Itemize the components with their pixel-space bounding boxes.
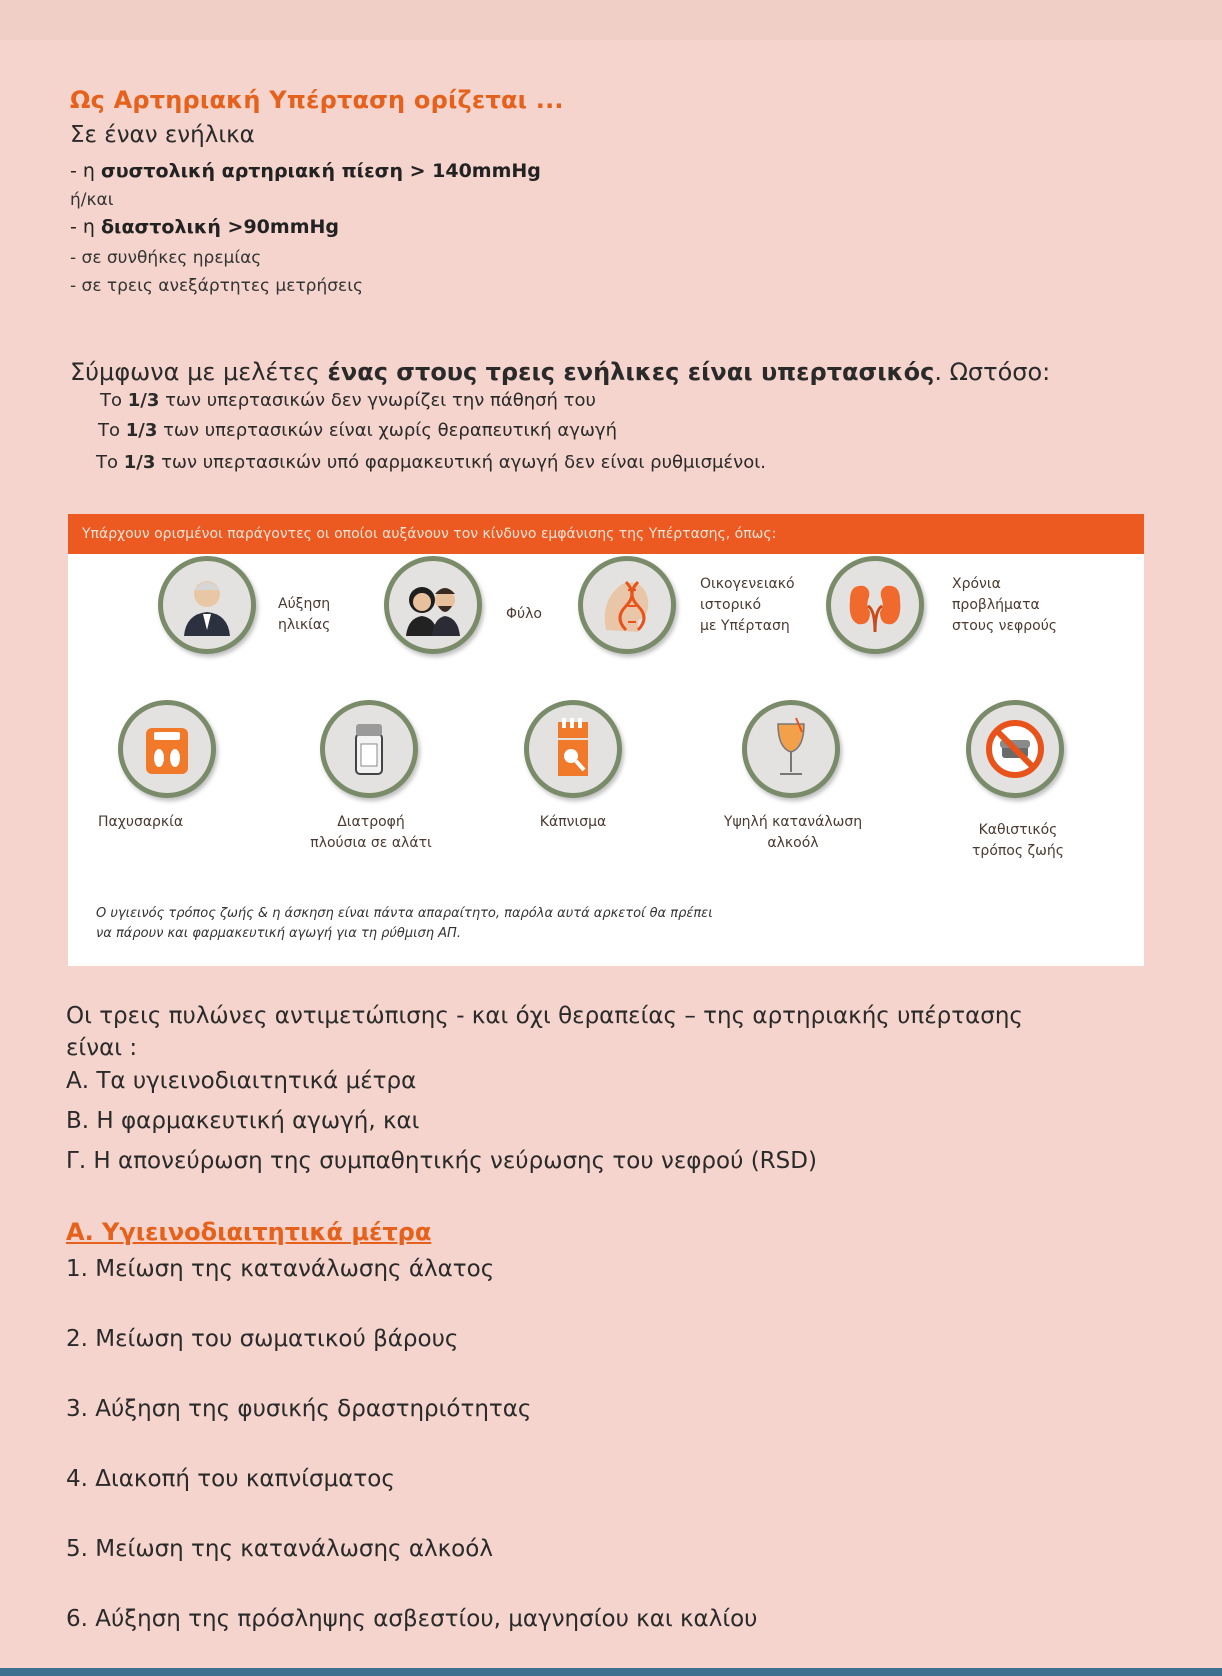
definition-andor: ή/και [70, 190, 114, 210]
top-band [0, 0, 1222, 40]
factor-label-obesity: Παχυσαρκία [98, 814, 184, 830]
factor-label-salt: Διατροφή πλούσια σε αλάτι [310, 814, 432, 851]
studies-item: Το 1/3 των υπερτασικών είναι χωρίς θεραπευτική αγωγή [98, 420, 617, 441]
factor-label-sex: Φύλο [506, 606, 542, 622]
studies-item: Το 1/3 των υπερτασικών υπό φαρμακευτική αγωγή δεν είναι ρυθμισμένοι. [96, 452, 767, 473]
measure-item: 2. Μείωση του σωματικού βάρους [66, 1326, 459, 1352]
measure-item: 3. Αύξηση της φυσικής δραστηριότητας [66, 1396, 532, 1422]
factor-label-smoking: Κάπνισμα [539, 814, 607, 830]
factor-label-kidneys: Χρόνια προβλήματα στους νεφρούς [952, 576, 1058, 634]
pillar-item: Β. Η φαρμακευτική αγωγή, και [66, 1108, 420, 1134]
risk-factors-panel [68, 514, 1144, 966]
factor-label-family: Οικογενειακό ιστορικό με Υπέρταση [700, 576, 795, 634]
factor-label-alcohol: Υψηλή κατανάλωση αλκοόλ [723, 814, 863, 851]
factor-label-age: Αύξηση ηλικίας [278, 596, 331, 633]
section-title-measures: Α. Υγιεινοδιαιτητικά μέτρα [66, 1218, 432, 1246]
definition-intro: Σε έναν ενήλικα [70, 122, 255, 148]
pillars-intro: Οι τρεις πυλώνες αντιμετώπισης - και όχι θεραπείας – της αρτηριακής υπέρτασης είναι : [66, 1003, 1023, 1061]
measure-item: 5. Μείωση της κατανάλωσης αλκοόλ [66, 1536, 493, 1562]
definition-diastolic: - η διαστολική >90mmHg [70, 216, 339, 238]
pillar-item: Α. Τα υγιεινοδιαιτητικά μέτρα [66, 1068, 417, 1094]
cigarettes-icon [524, 700, 622, 798]
page-title: Ως Αρτηριακή Υπέρταση ορίζεται ... [70, 86, 564, 114]
pillar-item: Γ. Η απονεύρωση της συμπαθητικής νεύρωσης του νεφρού (RSD) [66, 1148, 817, 1174]
definition-rest: - σε συνθήκες ηρεμίας [70, 248, 262, 268]
cocktail-glass-icon [742, 700, 840, 798]
no-sofa-icon [966, 700, 1064, 798]
kidneys-icon [826, 556, 924, 654]
measure-item: 6. Αύξηση της πρόσληψης ασβεστίου, μαγνησίου και καλίου [66, 1606, 758, 1632]
definition-three: - σε τρεις ανεξάρτητες μετρήσεις [70, 276, 363, 296]
bottom-bar [0, 1668, 1222, 1676]
measure-item: 1. Μείωση της κατανάλωσης άλατος [66, 1256, 495, 1282]
studies-item: Το 1/3 των υπερτασικών δεν γνωρίζει την πάθησή του [100, 390, 596, 411]
panel-header: Υπάρχουν ορισμένοι παράγοντες οι οποίοι αυξάνουν τον κίνδυνο εμφάνισης της Υπέρτασης, όπως: [68, 514, 1144, 554]
man-woman-icon [384, 556, 482, 654]
definition-systolic: - η συστολική αρτηριακή πίεση > 140mmHg [70, 160, 541, 182]
scale-icon [118, 700, 216, 798]
studies-statement: Σύμφωνα με μελέτες ένας στους τρεις ενήλικες είναι υπερτασικός. Ωστόσο: [70, 358, 1051, 386]
elderly-man-icon [158, 556, 256, 654]
measure-item: 4. Διακοπή του καπνίσματος [66, 1466, 395, 1492]
panel-note: Ο υγιεινός τρόπος ζωής & η άσκηση είναι πάντα απαραίτητο, παρόλα αυτά αρκετοί θα πρέπει να πάρουν και φαρμακευτική αγωγή για τη ρύθμιση ΑΠ. [96, 906, 713, 941]
salt-shaker-icon [320, 700, 418, 798]
dna-head-icon [578, 556, 676, 654]
factor-label-sedentary: Καθιστικός τρόπος ζωής [972, 822, 1064, 859]
